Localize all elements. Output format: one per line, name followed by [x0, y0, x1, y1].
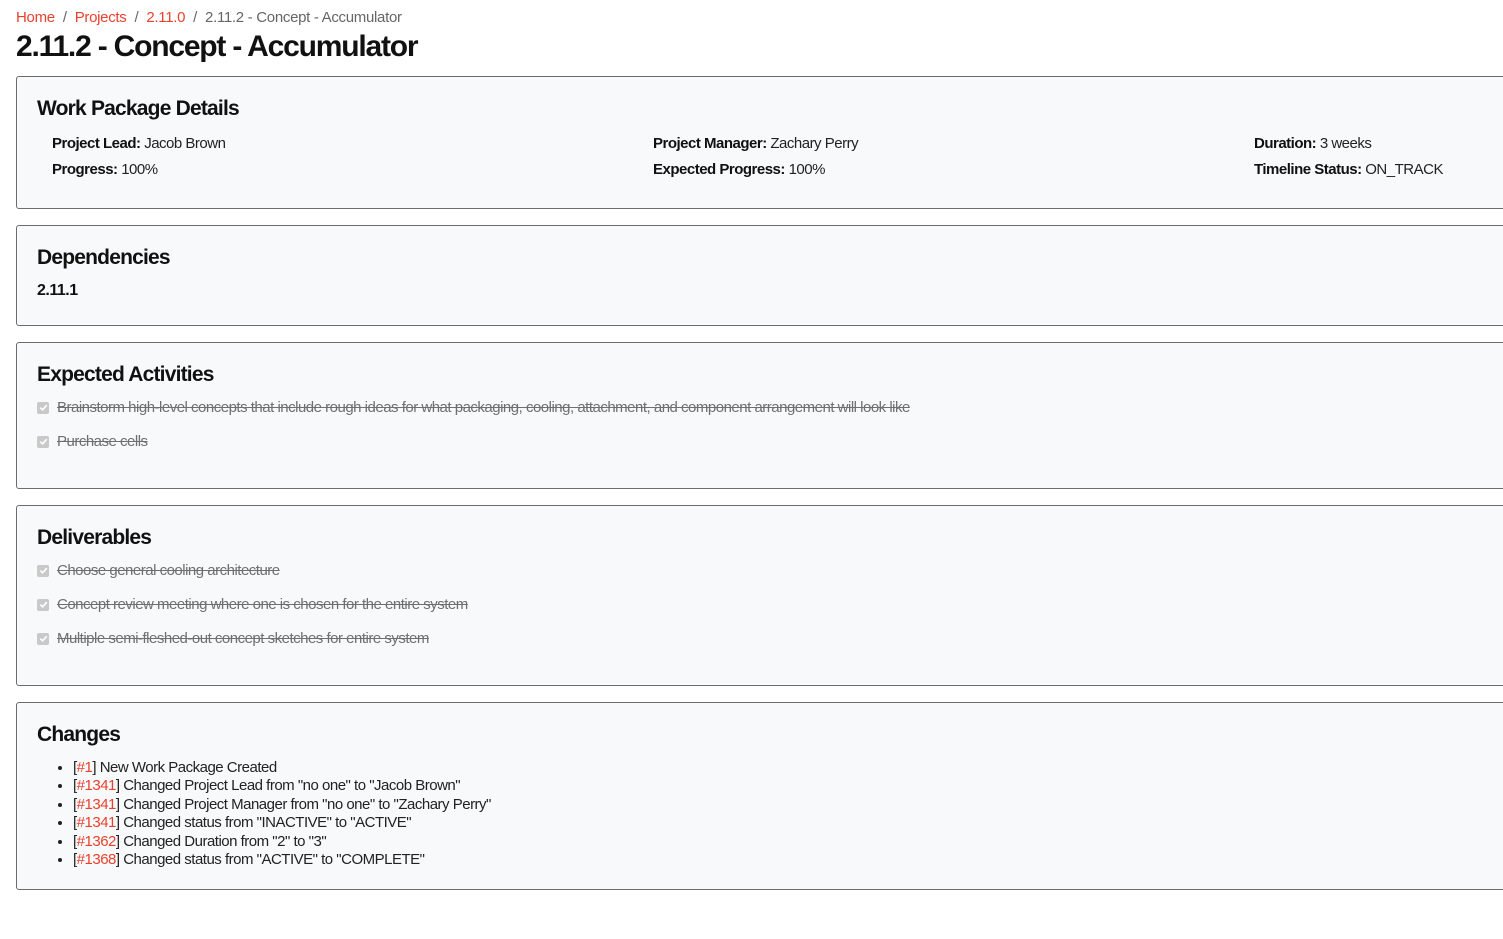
progress-field	[52, 161, 158, 178]
breadcrumb	[16, 9, 402, 26]
deliverable-text: Choose general cooling architecture	[57, 562, 280, 579]
progress-label: Progress:	[52, 161, 118, 178]
project-manager-value: Zachary Perry	[770, 135, 859, 152]
change-id-link[interactable]: #1341	[76, 814, 116, 832]
checked-checkbox-icon[interactable]	[37, 599, 49, 611]
change-id-link[interactable]: #1341	[76, 777, 116, 795]
expected-progress-value: 100%	[788, 161, 825, 178]
changes-heading: Changes	[37, 723, 121, 746]
breadcrumb-separator: /	[193, 9, 198, 26]
activity-text: Purchase cells	[57, 433, 148, 450]
project-manager-field	[653, 135, 858, 152]
change-text: ] Changed Project Manager from "no one" to "Zachary Perry"	[115, 795, 491, 813]
breadcrumb-projects-link[interactable]: Projects	[74, 9, 127, 26]
change-id-link[interactable]: #1	[76, 759, 93, 776]
duration-value: 3 weeks	[1319, 135, 1372, 152]
change-item: • [#1341] Changed status from "INACTIVE" to "ACTIVE"	[73, 814, 491, 832]
page-title: 2.11.2 - Concept - Accumulator	[16, 30, 418, 63]
deliverable-text: Multiple semi-fleshed-out concept sketches for entire system	[57, 630, 429, 647]
expected-activities-card	[16, 342, 1503, 489]
project-manager-label: Project Manager:	[653, 135, 767, 152]
deliverable-item	[37, 596, 468, 613]
timeline-status-field	[1254, 161, 1443, 178]
timeline-status-value: ON_TRACK	[1365, 161, 1443, 178]
change-item: • [#1341] Changed Project Lead from "no one" to "Jacob Brown"	[73, 777, 491, 795]
duration-label: Duration:	[1254, 135, 1317, 152]
checked-checkbox-icon[interactable]	[37, 633, 49, 645]
change-text: ] Changed Project Lead from "no one" to "Jacob Brown"	[115, 777, 461, 795]
change-id-link[interactable]: #1368	[76, 851, 116, 869]
expected-activities-heading: Expected Activities	[37, 363, 214, 386]
breadcrumb-current: 2.11.2 - Concept - Accumulator	[205, 9, 402, 26]
progress-value: 100%	[121, 161, 158, 178]
work-package-details-card	[16, 76, 1503, 209]
breadcrumb-separator: /	[62, 9, 67, 26]
change-item: • [#1] New Work Package Created	[73, 759, 491, 777]
activity-item	[37, 399, 910, 416]
changes-card	[16, 702, 1503, 890]
activity-item	[37, 433, 148, 450]
project-lead-value: Jacob Brown	[144, 135, 226, 152]
deliverable-item	[37, 630, 429, 647]
changes-list	[53, 759, 491, 869]
work-package-details-heading: Work Package Details	[37, 97, 239, 120]
deliverable-item	[37, 562, 280, 579]
checked-checkbox-icon[interactable]	[37, 436, 49, 448]
change-item: • [#1368] Changed status from "ACTIVE" to "COMPLETE"	[73, 851, 491, 869]
change-text: ] Changed status from "INACTIVE" to "ACTIVE"	[115, 814, 412, 832]
checked-checkbox-icon[interactable]	[37, 565, 49, 577]
activity-text: Brainstorm high-level concepts that include rough ideas for what packaging, cooling, attachment, and component arrangement will look like	[57, 399, 910, 416]
dependencies-card	[16, 225, 1503, 326]
timeline-status-label: Timeline Status:	[1254, 161, 1362, 178]
deliverable-text: Concept review meeting where one is chosen for the entire system	[57, 596, 468, 613]
checked-checkbox-icon[interactable]	[37, 402, 49, 414]
expected-progress-field	[653, 161, 825, 178]
change-id-link[interactable]: #1341	[76, 795, 116, 813]
breadcrumb-parent-link[interactable]: 2.11.0	[146, 9, 186, 26]
breadcrumb-separator: /	[134, 9, 139, 26]
dependencies-heading: Dependencies	[37, 246, 170, 269]
change-item: • [#1362] Changed Duration from "2" to "3"	[73, 833, 491, 851]
change-text: ] Changed status from "ACTIVE" to "COMPLETE"	[115, 851, 425, 869]
dependency-item[interactable]: 2.11.1	[37, 282, 78, 299]
duration-field	[1254, 135, 1371, 152]
expected-progress-label: Expected Progress:	[653, 161, 785, 178]
change-item: • [#1341] Changed Project Manager from "no one" to "Zachary Perry"	[73, 796, 491, 814]
deliverables-card	[16, 505, 1503, 686]
project-lead-field	[52, 135, 225, 152]
change-text: ] Changed Duration from "2" to "3"	[115, 832, 327, 850]
change-id-link[interactable]: #1362	[76, 832, 116, 850]
deliverables-heading: Deliverables	[37, 526, 152, 549]
breadcrumb-home-link[interactable]: Home	[16, 9, 55, 26]
change-text: ] New Work Package Created	[92, 759, 277, 776]
project-lead-label: Project Lead:	[52, 135, 141, 152]
